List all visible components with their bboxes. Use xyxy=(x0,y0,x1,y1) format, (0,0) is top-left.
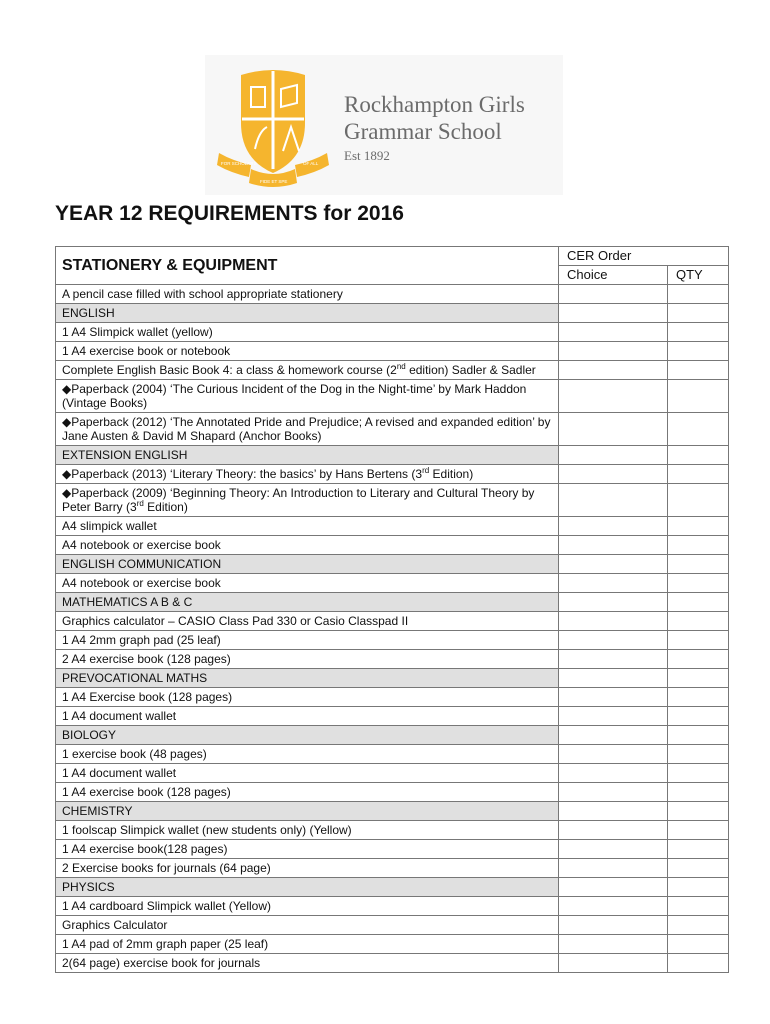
item-text: A4 slimpick wallet xyxy=(62,519,157,533)
qty-cell[interactable] xyxy=(668,574,729,593)
table-row xyxy=(56,380,729,413)
requirement-item xyxy=(56,821,559,840)
requirement-item xyxy=(56,840,559,859)
choice-cell[interactable] xyxy=(559,916,668,935)
requirement-item xyxy=(56,323,559,342)
subject-heading xyxy=(56,593,559,612)
qty-cell[interactable] xyxy=(668,304,729,323)
choice-cell[interactable] xyxy=(559,802,668,821)
item-text: EXTENSION ENGLISH xyxy=(62,448,188,462)
school-name-line2: Grammar School xyxy=(344,119,502,144)
requirement-item xyxy=(56,631,559,650)
superscript: nd xyxy=(396,362,406,371)
item-text: 1 A4 cardboard Slimpick wallet (Yellow) xyxy=(62,899,271,913)
item-text: ENGLISH COMMUNICATION xyxy=(62,557,222,571)
subject-heading xyxy=(56,669,559,688)
school-logo xyxy=(205,55,563,195)
choice-cell[interactable] xyxy=(559,821,668,840)
item-text: A4 notebook or exercise book xyxy=(62,576,221,590)
superscript: rd xyxy=(136,499,144,508)
item-text: ENGLISH xyxy=(62,306,115,320)
section-row xyxy=(56,446,729,465)
superscript: rd xyxy=(422,466,430,475)
crest-motto-bottom: FIDE ET SPE xyxy=(260,179,288,184)
qty-header: QTY xyxy=(668,266,729,285)
table-row xyxy=(56,916,729,935)
item-text: 1 A4 document wallet xyxy=(62,766,177,780)
requirement-item xyxy=(56,688,559,707)
choice-cell[interactable] xyxy=(559,650,668,669)
choice-cell[interactable] xyxy=(559,707,668,726)
item-text: 1 A4 exercise book or notebook xyxy=(62,344,231,358)
requirement-item xyxy=(56,380,559,413)
choice-cell[interactable] xyxy=(559,783,668,802)
requirement-item xyxy=(56,536,559,555)
item-text-continued: edition) Sadler & Sadler xyxy=(405,363,536,377)
table-row xyxy=(56,897,729,916)
subject-heading xyxy=(56,304,559,323)
requirement-item xyxy=(56,650,559,669)
crest-motto-right: OF ALL xyxy=(303,161,319,166)
requirements-table xyxy=(55,246,729,973)
qty-cell[interactable] xyxy=(668,859,729,878)
choice-cell[interactable] xyxy=(559,555,668,574)
school-crest-icon xyxy=(213,61,333,191)
table-row xyxy=(56,935,729,954)
item-text: 1 A4 Slimpick wallet (yellow) xyxy=(62,325,213,339)
table-row xyxy=(56,954,729,973)
requirement-item xyxy=(56,465,559,484)
school-established: Est 1892 xyxy=(344,148,390,163)
choice-cell[interactable] xyxy=(559,574,668,593)
table-row xyxy=(56,764,729,783)
qty-cell[interactable] xyxy=(668,446,729,465)
choice-cell[interactable] xyxy=(559,764,668,783)
choice-cell[interactable] xyxy=(559,304,668,323)
subject-heading xyxy=(56,726,559,745)
choice-cell[interactable] xyxy=(559,840,668,859)
item-text: 1 exercise book (48 pages) xyxy=(62,747,207,761)
qty-cell[interactable] xyxy=(668,688,729,707)
choice-cell[interactable] xyxy=(559,593,668,612)
subject-heading xyxy=(56,555,559,574)
item-text: 1 A4 exercise book(128 pages) xyxy=(62,842,228,856)
item-text: Graphics Calculator xyxy=(62,918,168,932)
choice-cell[interactable] xyxy=(559,688,668,707)
table-row xyxy=(56,840,729,859)
cer-order-header: CER Order xyxy=(559,247,729,266)
table-row xyxy=(56,285,729,304)
qty-cell[interactable] xyxy=(668,821,729,840)
school-name-line1: Rockhampton Girls xyxy=(344,92,525,117)
requirement-item xyxy=(56,764,559,783)
requirement-item xyxy=(56,935,559,954)
requirement-item xyxy=(56,783,559,802)
choice-cell[interactable] xyxy=(559,536,668,555)
table-row xyxy=(56,745,729,764)
section-row xyxy=(56,593,729,612)
item-text: ◆Paperback (2004) ‘The Curious Incident of the Dog in the Night-time’ by Mark Haddon (Vintage Books) xyxy=(62,382,527,410)
choice-cell[interactable] xyxy=(559,897,668,916)
table-row xyxy=(56,413,729,446)
item-text: CHEMISTRY xyxy=(62,804,133,818)
requirement-item xyxy=(56,707,559,726)
section-row xyxy=(56,802,729,821)
item-text: ◆Paperback (2012) ‘The Annotated Pride and Prejudice; A revised and expanded edition’ by Jane Austen & David M Shapard (Anchor Books) xyxy=(62,415,551,443)
section-row xyxy=(56,555,729,574)
qty-cell[interactable] xyxy=(668,517,729,536)
section-row xyxy=(56,304,729,323)
table-row xyxy=(56,517,729,536)
requirement-item xyxy=(56,517,559,536)
item-text: Graphics calculator – CASIO Class Pad 330 or Casio Classpad II xyxy=(62,614,409,628)
choice-cell[interactable] xyxy=(559,935,668,954)
table-row xyxy=(56,688,729,707)
section-row xyxy=(56,726,729,745)
item-text: 1 A4 Exercise book (128 pages) xyxy=(62,690,233,704)
item-text: ◆Paperback (2009) ‘Beginning Theory: An Introduction to Literary and Cultural Theory by Peter Barry (3 xyxy=(62,486,535,514)
qty-cell[interactable] xyxy=(668,916,729,935)
qty-cell[interactable] xyxy=(668,361,729,380)
choice-cell[interactable] xyxy=(559,446,668,465)
item-text: 1 A4 document wallet xyxy=(62,709,177,723)
subject-heading xyxy=(56,878,559,897)
choice-cell[interactable] xyxy=(559,612,668,631)
qty-cell[interactable] xyxy=(668,802,729,821)
qty-cell[interactable] xyxy=(668,631,729,650)
table-row xyxy=(56,612,729,631)
qty-cell[interactable] xyxy=(668,707,729,726)
requirement-item xyxy=(56,612,559,631)
item-text: MATHEMATICS A B & C xyxy=(62,595,193,609)
table-row xyxy=(56,821,729,840)
requirement-item xyxy=(56,361,559,380)
requirement-item xyxy=(56,413,559,446)
requirement-item xyxy=(56,897,559,916)
item-text: 1 foolscap Slimpick wallet (new students only) (Yellow) xyxy=(62,823,352,837)
requirement-item xyxy=(56,859,559,878)
qty-cell[interactable] xyxy=(668,783,729,802)
qty-cell[interactable] xyxy=(668,612,729,631)
requirement-item xyxy=(56,342,559,361)
subject-heading xyxy=(56,802,559,821)
item-text: A4 notebook or exercise book xyxy=(62,538,221,552)
item-text: 2 A4 exercise book (128 pages) xyxy=(62,652,231,666)
requirement-item xyxy=(56,574,559,593)
qty-cell[interactable] xyxy=(668,897,729,916)
table-row xyxy=(56,707,729,726)
choice-cell[interactable] xyxy=(559,954,668,973)
qty-cell[interactable] xyxy=(668,878,729,897)
choice-cell[interactable] xyxy=(559,517,668,536)
qty-cell[interactable] xyxy=(668,555,729,574)
qty-cell[interactable] xyxy=(668,323,729,342)
choice-cell[interactable] xyxy=(559,361,668,380)
qty-cell[interactable] xyxy=(668,465,729,484)
subject-heading xyxy=(56,446,559,465)
choice-cell[interactable] xyxy=(559,285,668,304)
school-name xyxy=(344,91,525,145)
table-row xyxy=(56,650,729,669)
requirement-item xyxy=(56,916,559,935)
item-text: ◆Paperback (2013) ‘Literary Theory: the basics’ by Hans Bertens (3 xyxy=(62,467,423,481)
qty-cell[interactable] xyxy=(668,413,729,446)
requirement-item xyxy=(56,745,559,764)
item-text: 2(64 page) exercise book for journals xyxy=(62,956,261,970)
qty-cell[interactable] xyxy=(668,285,729,304)
table-header-row xyxy=(56,247,729,266)
qty-cell[interactable] xyxy=(668,669,729,688)
choice-cell[interactable] xyxy=(559,465,668,484)
requirement-item xyxy=(56,954,559,973)
choice-cell[interactable] xyxy=(559,669,668,688)
table-row xyxy=(56,574,729,593)
choice-cell[interactable] xyxy=(559,380,668,413)
item-text: BIOLOGY xyxy=(62,728,117,742)
qty-cell[interactable] xyxy=(668,954,729,973)
choice-header: Choice xyxy=(559,266,668,285)
qty-cell[interactable] xyxy=(668,935,729,954)
item-text: 2 Exercise books for journals (64 page) xyxy=(62,861,271,875)
choice-cell[interactable] xyxy=(559,631,668,650)
choice-cell[interactable] xyxy=(559,878,668,897)
qty-cell[interactable] xyxy=(668,745,729,764)
requirement-item xyxy=(56,285,559,304)
choice-cell[interactable] xyxy=(559,745,668,764)
item-text: PHYSICS xyxy=(62,880,115,894)
table-row xyxy=(56,484,729,517)
item-text-continued: Edition) xyxy=(143,500,188,514)
item-text-continued: Edition) xyxy=(429,467,474,481)
section-row xyxy=(56,878,729,897)
item-text: A pencil case filled with school appropriate stationery xyxy=(62,287,343,301)
item-text: 1 A4 exercise book (128 pages) xyxy=(62,785,231,799)
page-title: YEAR 12 REQUIREMENTS for 2016 xyxy=(55,202,404,225)
qty-cell[interactable] xyxy=(668,342,729,361)
table-row xyxy=(56,342,729,361)
qty-cell[interactable] xyxy=(668,380,729,413)
qty-cell[interactable] xyxy=(668,764,729,783)
choice-cell[interactable] xyxy=(559,413,668,446)
qty-cell[interactable] xyxy=(668,840,729,859)
qty-cell[interactable] xyxy=(668,536,729,555)
item-text: Complete English Basic Book 4: a class & homework course (2 xyxy=(62,363,397,377)
section-row xyxy=(56,669,729,688)
crest-motto-left: FOR SCHOLARS xyxy=(221,161,257,166)
table-row xyxy=(56,536,729,555)
choice-cell[interactable] xyxy=(559,342,668,361)
section-heading: STATIONERY & EQUIPMENT xyxy=(56,247,559,285)
table-row xyxy=(56,783,729,802)
qty-cell[interactable] xyxy=(668,650,729,669)
choice-cell[interactable] xyxy=(559,859,668,878)
qty-cell[interactable] xyxy=(668,484,729,517)
item-text: 1 A4 2mm graph pad (25 leaf) xyxy=(62,633,221,647)
item-text: 1 A4 pad of 2mm graph paper (25 leaf) xyxy=(62,937,269,951)
requirement-item xyxy=(56,484,559,517)
table-row xyxy=(56,323,729,342)
choice-cell[interactable] xyxy=(559,726,668,745)
table-row xyxy=(56,465,729,484)
table-row xyxy=(56,859,729,878)
qty-cell[interactable] xyxy=(668,726,729,745)
choice-cell[interactable] xyxy=(559,484,668,517)
table-row xyxy=(56,631,729,650)
choice-cell[interactable] xyxy=(559,323,668,342)
table-row xyxy=(56,361,729,380)
item-text: PREVOCATIONAL MATHS xyxy=(62,671,208,685)
qty-cell[interactable] xyxy=(668,593,729,612)
